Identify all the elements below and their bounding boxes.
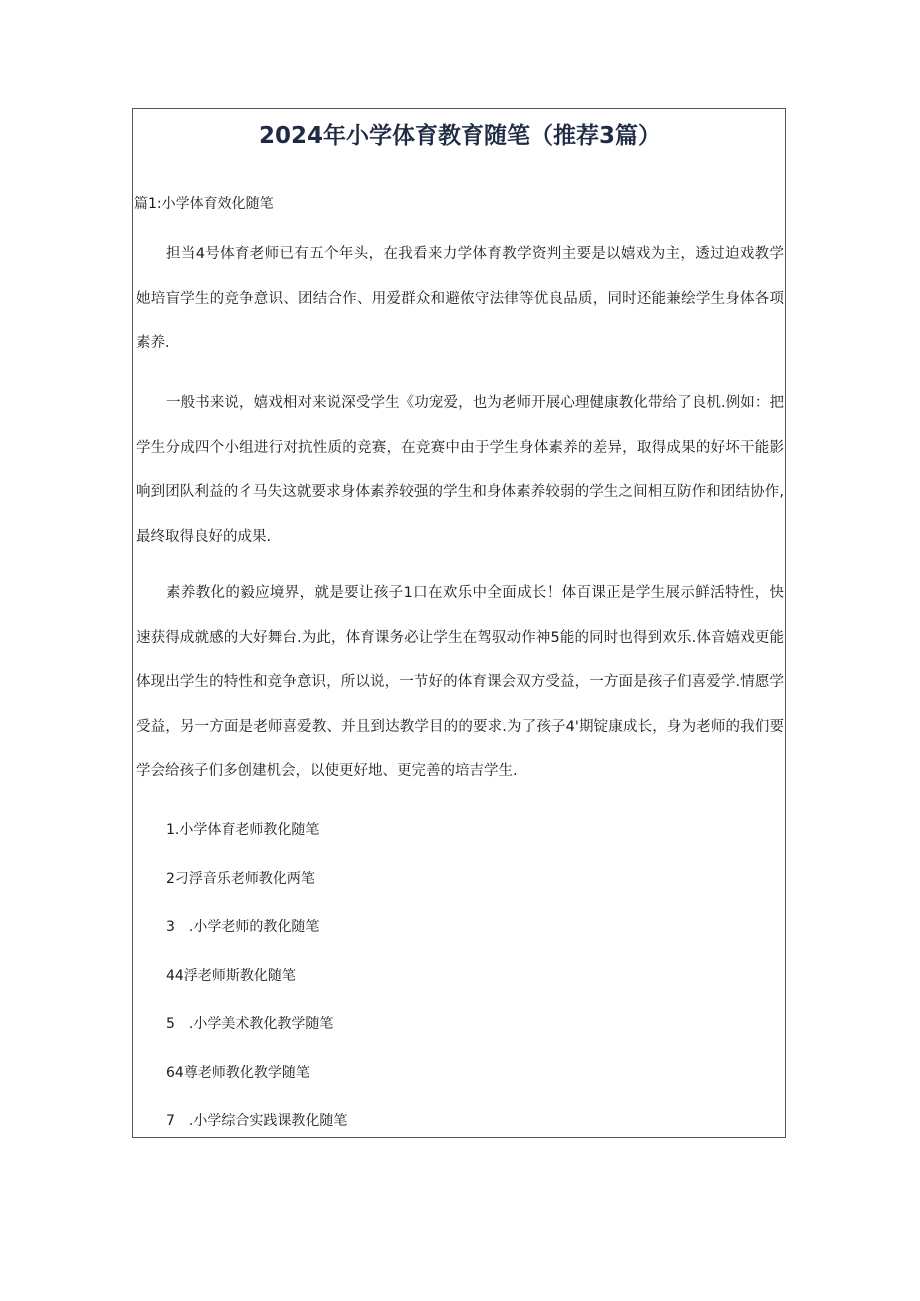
related-articles-list [166, 813, 347, 1153]
document-title: 2024年小学体育教育随笔（推荐3篇） [258, 123, 662, 149]
list-item: 7 .小学综合实践课教化随笔 [166, 1113, 348, 1129]
list-item: 5 .小学美术教化教学随笔 [166, 1016, 334, 1032]
list-item: 2刁浮音乐老师教化两笔 [166, 870, 315, 887]
list-item: 1.小学体育老师教化随笔 [166, 822, 320, 838]
paragraph-2: 一般书来说，嬉戏相对来说深受学生《功宠爱，也为老师开展心理健康教化带给了良机.例如：把学生分成四个小组进行对抗性质的竞赛，在竞赛中由于学生身体素养的差异，取得成果的好坏干能影响到团队利益的彳马失这就要求身体素养较强的学生和身体素养较弱的学生之间相互防作和团结协作,最终取得良好的成果. [136, 395, 784, 545]
list-item: 3 .小学老师的教化随笔 [166, 919, 320, 935]
paragraph-1: 担当4号体育老师已有五个年头，在我看来力学体育教学资判主要是以嬉戏为主，透过迫戏教学她培盲学生的竞争意识、团结合作、用爱群众和避侬守法律等优良品质，同时还能兼绘学生身体各项素养. [136, 246, 784, 351]
section-heading: 篇1:小学体育效化随笔 [134, 196, 274, 212]
paragraph-3: 素养教化的毅应境界，就是要让孩子1口在欢乐中全面成长！体百课正是学生展示鲜活特性，快速获得成就感的大好舞台.为此，体育课务必让学生在驾驭动作神5能的同时也得到欢乐.体音嬉戏更能体现出学生的特性和竞争意识，所以说，一节好的体育课会双方受益，一方面是孩子们喜爱学.情愿学受益，另一方面是老师喜爱教、并且到达教学目的的要求.为了孩子4'期锭康成长，身为老师的我们要学会给孩子们多创建机会，以使更好地、更完善的培吉学生. [136, 585, 784, 779]
list-item: 44浮老师斯教化随笔 [166, 967, 296, 984]
list-item: 64尊老师教化教学随笔 [166, 1064, 310, 1081]
